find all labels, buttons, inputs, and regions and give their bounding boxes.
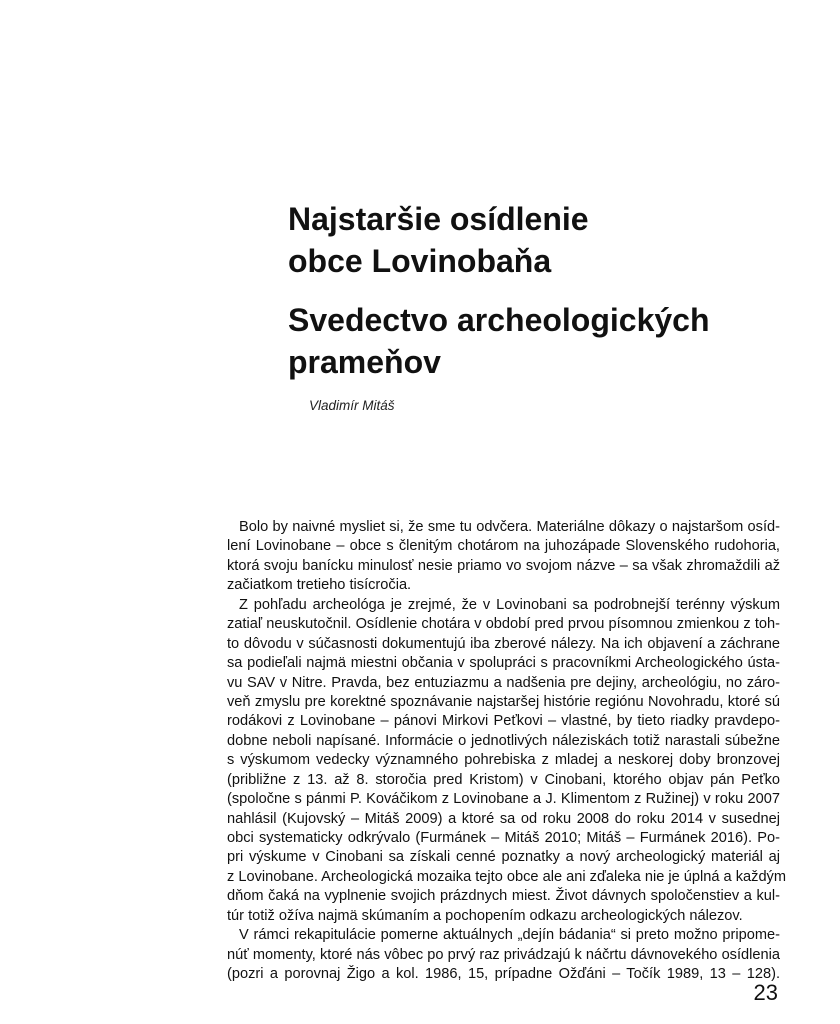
body-line: (približne z 13. až 8. storočia pred Kristom) v Cinobani, ktorého objav pán Peťko (227, 771, 780, 788)
body-line: veň zmyslu pre korektné spoznávanie najstaršej histórie regiónu Novohradu, ktoré sú (227, 693, 780, 710)
body-line: rodákovi z Lovinobane – pánovi Mirkovi Peťkovi – vlastné, by tieto riadky pravdepo- (227, 713, 780, 730)
title-line-1: Najstaršie osídlenie (288, 201, 589, 237)
body-line: Bolo by naivné mysliet si, že sme tu odvčera. Materiálne dôkazy o najstaršom osíd- (239, 519, 780, 535)
body-line: lení Lovinobane – obce s členitým chotárom na juhozápade Slovenského rudohoria, (227, 538, 780, 555)
subtitle-line-1: Svedectvo archeologických (288, 302, 710, 338)
title-line-2: obce Lovinobaňa (288, 243, 552, 279)
body-line: obci systematicky odkrývalo (Furmánek – Mitáš 2010; Mitáš – Furmánek 2016). Po- (227, 830, 780, 846)
body-line: vu SAV v Nitre. Pravda, bez entuziazmu a nadšenia pre dejiny, archeológiu, no záro- (227, 674, 780, 691)
body-line: (spoločne s pánmi P. Kováčikom z Lovinobane a J. Klimentom z Ružinej) v roku 2007 (227, 791, 780, 808)
body-line: túr totiž ožíva najmä skúmaním a pochopením odkazu archeologických nálezov. (227, 907, 743, 924)
body-line: to dôvodu v súčasnosti dokumentujú iba zberové nálezy. Na ich objavení a záchrane (227, 635, 780, 652)
body-line: začiatkom tretieho tisícročia. (227, 577, 412, 594)
main-title (288, 198, 589, 282)
body-line: dňom čaká na vyplnenie svojich prázdnych miest. Život dávnych spoločenstiev a kul- (227, 888, 780, 905)
body-line: núť momenty, ktoré nás vôbec po prvý raz privádzajú k náčrtu dávnovekého osídlenia (227, 946, 780, 963)
subtitle-line-2: prameňov (288, 344, 441, 380)
body-line: nahlásil (Kujovský – Mitáš 2009) a ktoré sa od roku 2008 do roku 2014 v susednej (227, 810, 780, 827)
body-line: (pozri a porovnaj Žigo a kol. 1986, 15, prípadne Ožďáni – Točík 1989, 13 – 128). (227, 966, 780, 983)
body-line: z Lovinobane. Archeologická mozaika tejto obce ale ani zďaleka nie je úplná a každým (227, 868, 787, 885)
author-name: Vladimír Mitáš (309, 398, 395, 413)
body-line: zatiaľ neuskutočnil. Osídlenie chotára v období pred prvou písomnou zmienkou z toh- (227, 616, 780, 633)
body-text (227, 518, 787, 985)
page-number: 23 (753, 980, 778, 1005)
body-line: Z pohľadu archeológa je zrejmé, že v Lovinobani sa podrobnejší terénny výskum (239, 596, 780, 613)
body-line: dobne neboli napísané. Informácie o jednotlivých náleziskách totiž narastali súbežne (227, 732, 780, 749)
body-line: sa podieľali najmä miestni občania v spolupráci s pracovníkmi Archeologického ústa- (227, 655, 780, 672)
body-line: pri výskume v Cinobani sa získali cenné poznatky a nový archeologický materiál aj (227, 849, 780, 866)
body-line: V rámci rekapitulácie pomerne aktuálnych „dejín bádania“ si preto možno pripome- (239, 927, 780, 944)
body-line: ktorá svoju banícku minulosť nesie priamo vo svojom názve – sa však zhromaždili až (227, 557, 780, 574)
body-line: s výskumom vedecky významného pohrebiska z mladej a neskorej doby bronzovej (227, 752, 780, 769)
subtitle (288, 299, 710, 383)
